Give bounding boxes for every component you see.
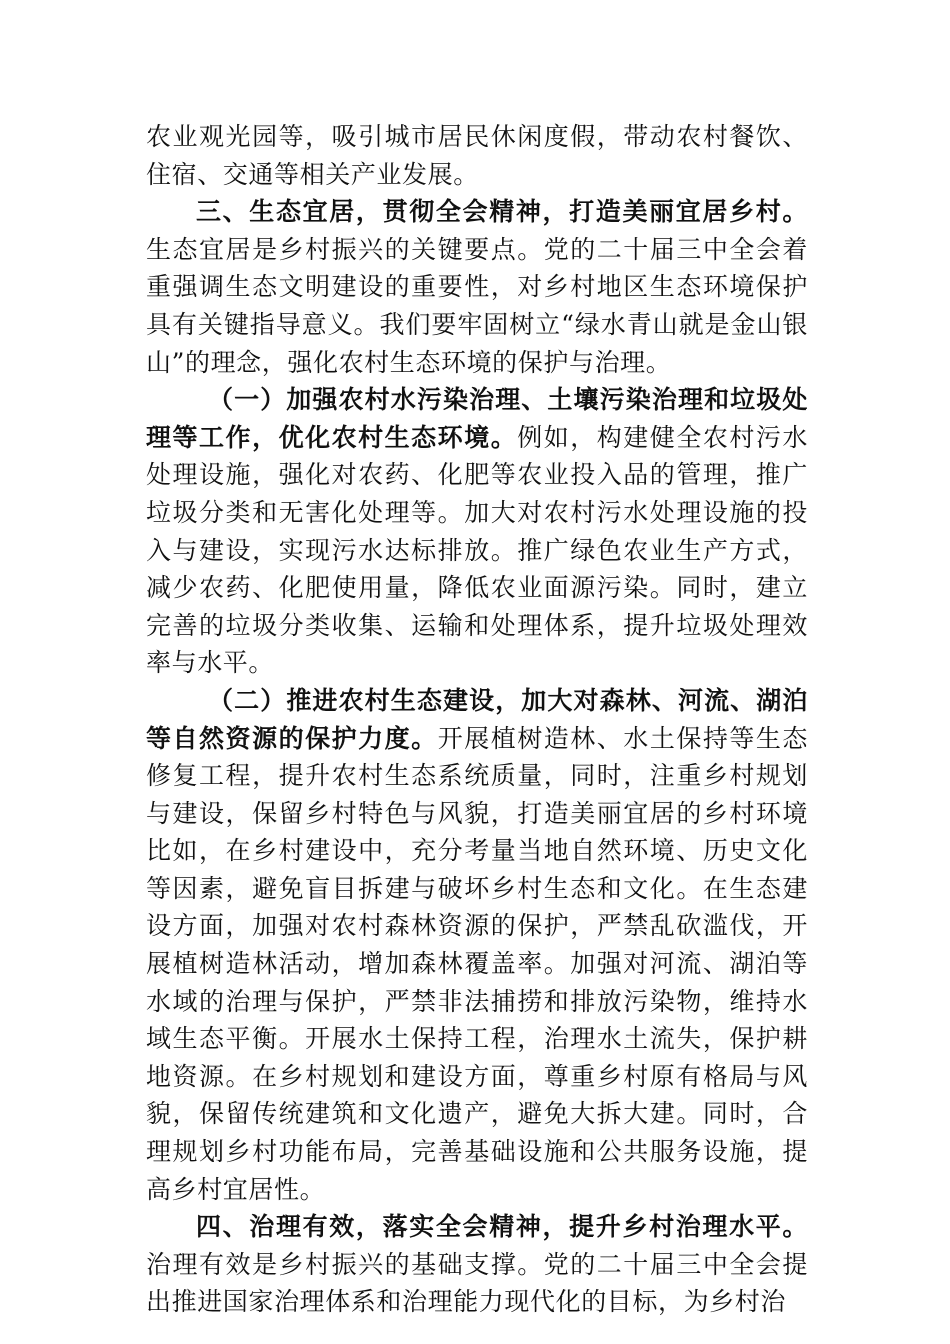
subsection-two-paragraph [146, 682, 808, 1208]
paragraph-continuation [146, 118, 808, 193]
paragraph-text: 开展植树造林、水土保持等生态修复工程，提升农村生态系统质量，同时，注重乡村规划与建设，保留乡村特色与风貌，打造美丽宜居的乡村环境比如，在乡村建设中，充分考量当地自然环境、历史文化等因素，避免盲目拆建与破坏乡村生态和文化。在生态建设方面，加强对农村森林资源的保护，严禁乱砍滥伐，开展植树造林活动，增加森林覆盖率。加强对河流、湖泊等水域的治理与保护，严禁非法捕捞和排放污染物，维持水域生态平衡。开展水土保持工程，治理水土流失，保护耕地资源。在乡村规划和建设方面，尊重乡村原有格局与风貌，保留传统建筑和文化遗产，避免大拆大建。同时，合理规划乡村功能布局，完善基础设施和公共服务设施，提高乡村宜居性。 [146, 723, 808, 1204]
section-heading: 三、生态宜居，贯彻全会精神，打造美丽宜居乡村。 [196, 197, 808, 227]
subsection-one-paragraph [146, 381, 808, 682]
paragraph-text: 例如，构建健全农村污水处理设施，强化对农药、化肥等农业投入品的管理，推广垃圾分类和无害化处理等。加大对农村污水处理设施的投入与建设，实现污水达标排放。推广绿色农业生产方式，减少农药、化肥使用量，降低农业面源污染。同时，建立完善的垃圾分类收集、运输和处理体系，提升垃圾处理效率与水平。 [146, 422, 808, 678]
section-four-paragraph [146, 1208, 808, 1321]
section-three-paragraph [146, 193, 808, 381]
paragraph-text: 生态宜居是乡村振兴的关键要点。党的二十届三中全会着重强调生态文明建设的重要性，对乡村地区生态环境保护具有关键指导意义。我们要牢固树立“绿水青山就是金山银山”的理念，强化农村生态环境的保护与治理。 [146, 234, 808, 377]
subsection-heading: （一）加强农村水污染治理、土壤污染治理和垃圾处理等工作，优化农村生态环境。 [146, 385, 808, 452]
section-heading: 四、治理有效，落实全会精神，提升乡村治理水平。 [196, 1212, 808, 1242]
document-page [146, 118, 808, 1321]
paragraph-text: 农业观光园等，吸引城市居民休闲度假，带动农村餐饮、住宿、交通等相关产业发展。 [146, 122, 808, 189]
paragraph-text: 治理有效是乡村振兴的基础支撑。党的二十届三中全会提出推进国家治理体系和治理能力现代化的目标，为乡村治 [146, 1249, 808, 1317]
subsection-heading: （二）推进农村生态建设，加大对森林、河流、湖泊等自然资源的保护力度。 [146, 685, 808, 753]
